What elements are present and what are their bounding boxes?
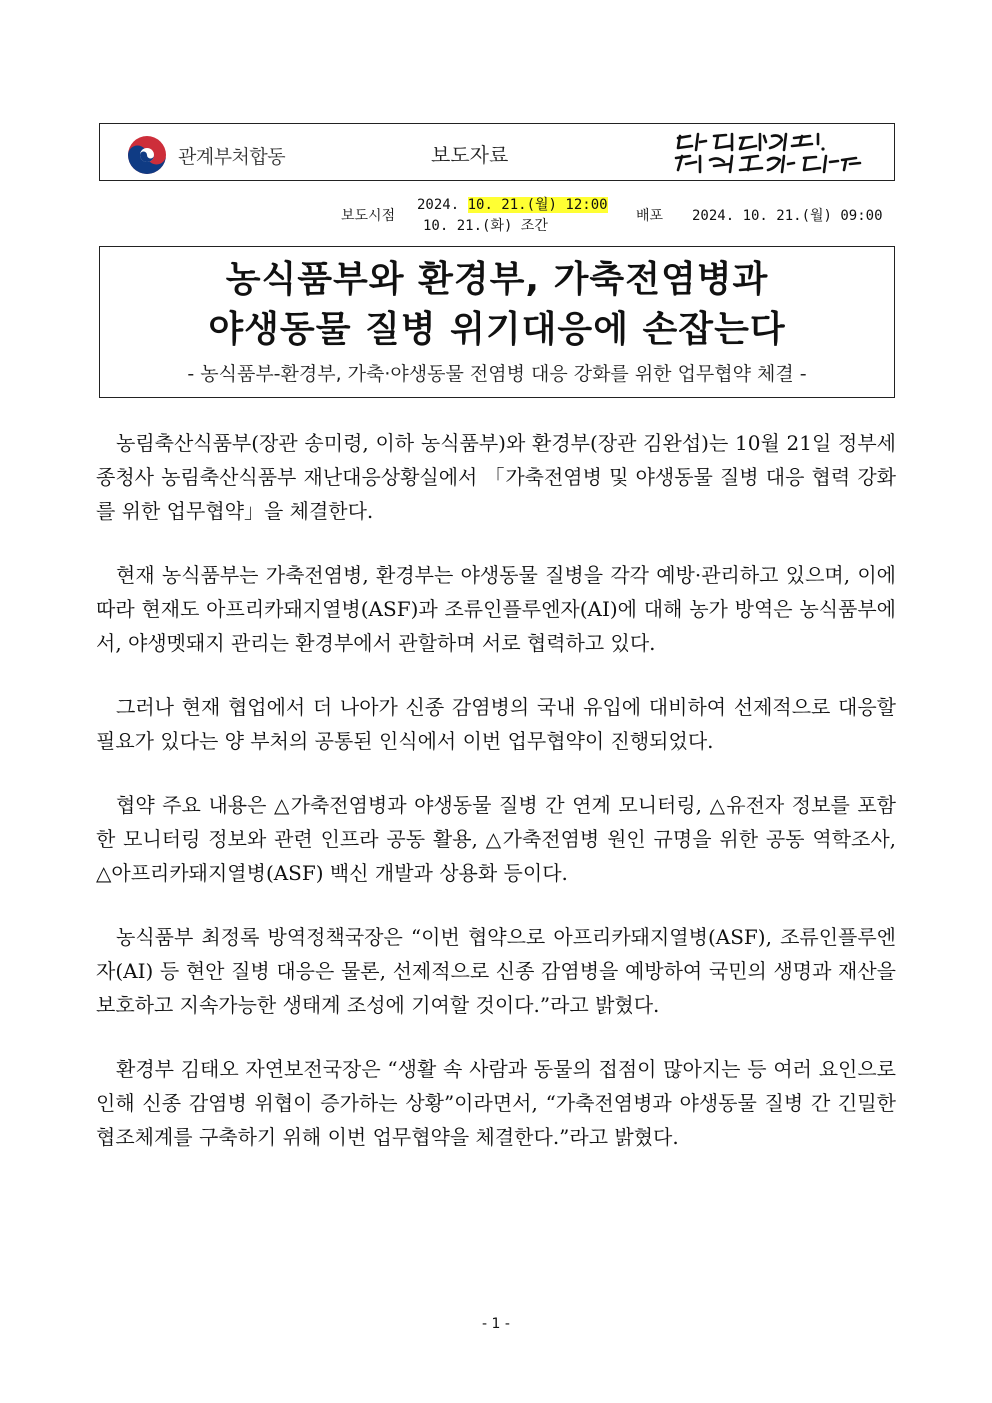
headline-box: [99, 246, 895, 398]
release-date-highlight: 10. 21.(월) 12:00: [467, 197, 608, 213]
government-logo: [126, 134, 285, 176]
article-body: [96, 426, 896, 1184]
distribution-label: 배포: [636, 208, 664, 224]
release-timing-label: 보도시점: [341, 208, 396, 224]
distribution-date: 2024. 10. 21.(월) 09:00: [692, 208, 883, 224]
subheadline: - 농식품부-환경부, 가축·야생동물 전염병 대응 강화를 위한 업무협약 체결 -: [187, 363, 807, 385]
headline-line-1: 농식품부와 환경부, 가축전염병과: [225, 259, 769, 300]
release-date-line1: [417, 194, 608, 214]
slogan-calligraphy-icon: [670, 130, 866, 176]
paragraph: 환경부 김태오 자연보전국장은 “생활 속 사람과 동물의 접점이 많아지는 등 여러 요인으로 인해 신종 감염병 위협이 증가하는 상황”이라면서, “가축전염병과 야생동물 질병 간 긴밀한 협조체계를 구축하기 위해 이번 업무협약을 체결한다.”라고 밝혔다.: [96, 1057, 896, 1149]
release-date-line2: 10. 21.(화) 조간: [423, 218, 548, 234]
paragraph: 농림축산식품부(장관 송미령, 이하 농식품부)와 환경부(장관 김완섭)는 10월 21일 정부세종청사 농림축산식품부 재난대응상황실에서 「가축전염병 및 야생동물 질병 대응 협력 강화를 위한 업무협약」을 체결한다.: [96, 431, 896, 523]
ministry-logo-text: 관계부처합동: [178, 145, 286, 168]
release-date-prefix: 2024.: [417, 197, 460, 213]
paragraph: 협약 주요 내용은 △가축전염병과 야생동물 질병 간 연계 모니터링, △유전자 정보를 포함한 모니터링 정보와 관련 인프라 공동 활용, △가축전염병 원인 규명을 위한 공동 역학조사, △아프리카돼지열병(ASF) 백신 개발과 상용화 등이다.: [96, 793, 896, 885]
paragraph: 현재 농식품부는 가축전염병, 환경부는 야생동물 질병을 각각 예방·관리하고 있으며, 이에 따라 현재도 아프리카돼지열병(ASF)과 조류인플루엔자(AI)에 대해 농가 방역은 농식품부에서, 야생멧돼지 관리는 환경부에서 관할하며 서로 협력하고 있다.: [96, 563, 896, 655]
headline-line-2: 야생동물 질병 위기대응에 손잡는다: [208, 309, 786, 350]
page-number: - 1 -: [482, 1316, 510, 1332]
paragraph: 농식품부 최정록 방역정책국장은 “이번 협약으로 아프리카돼지열병(ASF), 조류인플루엔자(AI) 등 현안 질병 대응은 물론, 선제적으로 신종 감염병을 예방하여 국민의 생명과 재산을 보호하고 지속가능한 생태계 조성에 기여할 것이다.”라고 밝혔다.: [96, 925, 896, 1017]
taegeuk-logo-icon: [126, 134, 168, 176]
paragraph: 그러나 현재 협업에서 더 나아가 신종 감염병의 국내 유입에 대비하여 선제적으로 대응할 필요가 있다는 양 부처의 공통된 인식에서 이번 업무협약이 진행되었다.: [96, 695, 896, 753]
press-release-header: [99, 123, 895, 181]
slogan-calligraphy: [670, 130, 866, 176]
document-type: 보도자료: [431, 143, 509, 167]
